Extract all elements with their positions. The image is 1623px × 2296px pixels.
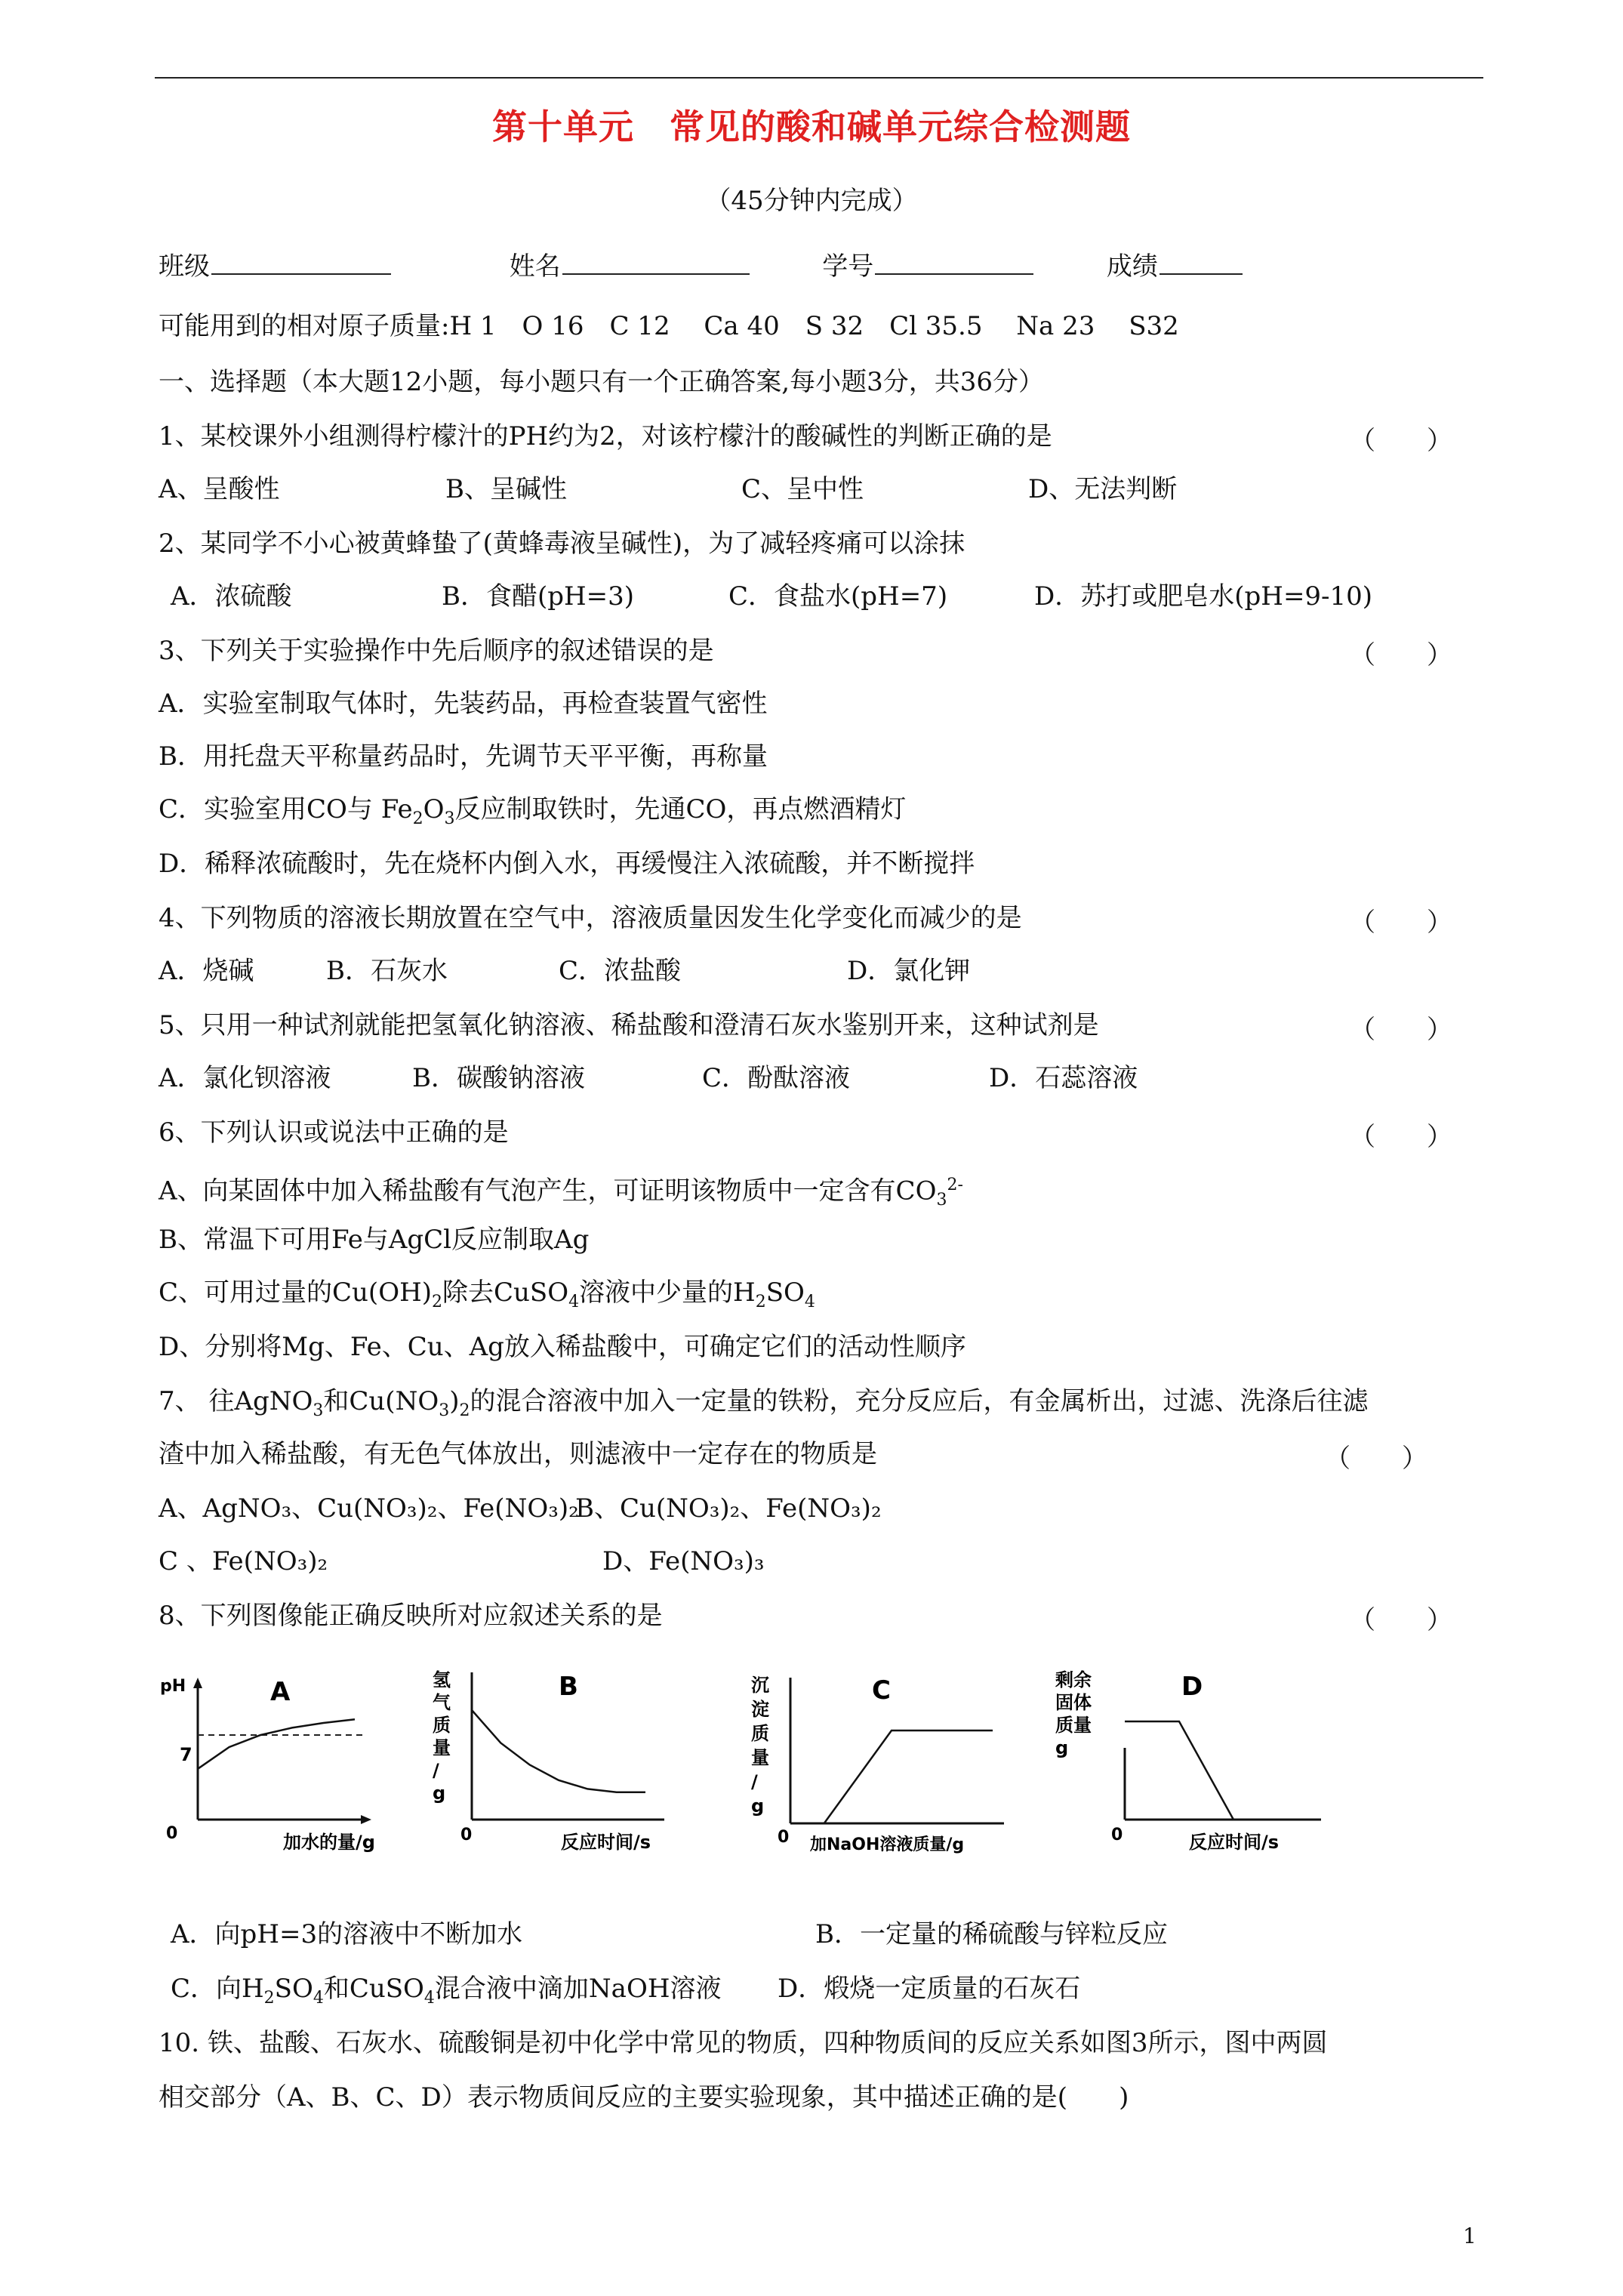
- answer-paren[interactable]: （ ）: [1325, 1444, 1427, 1474]
- section-heading: 一、选择题（本大题12小题，每小题只有一个正确答案,每小题3分，共36分）: [159, 367, 1044, 397]
- option-c[interactable]: C．向$H_2SO_4$和CuSO$_4$混合液中滴加NaOH溶液: [171, 1974, 722, 2008]
- page-number: 1: [1463, 2224, 1477, 2248]
- chart-c-origin: 0: [778, 1828, 790, 1847]
- option-d[interactable]: D．石蕊溶液: [989, 1063, 1138, 1093]
- option-c[interactable]: C．酚酞溶液: [702, 1063, 851, 1093]
- option-b[interactable]: B．用托盘天平称量药品时，先调节天平平衡，再称量: [159, 741, 768, 772]
- option-b[interactable]: B．石灰水: [326, 956, 448, 986]
- question-2-stem: 2、某同学不小心被黄蜂蛰了(黄蜂毒液呈碱性)，为了减轻疼痛可以涂抹: [159, 529, 965, 559]
- question-5-stem: 5、只用一种试剂就能把氢氧化钠溶液、稀盐酸和澄清石灰水鉴别开来，这种试剂是: [159, 1010, 1099, 1040]
- option-a[interactable]: A、向某固体中加入稀盐酸有气泡产生，可证明该物质中一定含有$CO_3^{2-}$: [159, 1176, 963, 1210]
- option-d[interactable]: D、Fe(NO₃)₃: [602, 1546, 765, 1576]
- answer-paren[interactable]: （ ）: [1350, 1015, 1452, 1045]
- option-d[interactable]: D、无法判断: [1028, 474, 1178, 504]
- chart-a-ylabel: pH: [160, 1677, 186, 1696]
- chart-a-origin: 0: [166, 1824, 178, 1843]
- atomic-masses: 可能用到的相对原子质量:H 1 O 16 C 12 Ca 40 S 32 Cl 35.5 Na 23 S32: [159, 311, 1179, 341]
- chart-d: [1049, 1665, 1329, 1857]
- page-title: 第十单元 常见的酸和碱单元综合检测题: [492, 106, 1131, 147]
- chart-b-xlabel: 反应时间/s: [561, 1832, 651, 1853]
- option-b[interactable]: B．碳酸钠溶液: [412, 1063, 585, 1093]
- option-a[interactable]: A、AgNO₃、Cu(NO₃)₂、Fe(NO₃)₂: [159, 1493, 579, 1524]
- option-d[interactable]: D．苏打或肥皂水(pH=9-10): [1034, 581, 1373, 612]
- question-4-stem: 4、下列物质的溶液长期放置在空气中，溶液质量因发生化学变化而减少的是: [159, 903, 1022, 933]
- score-label: 成绩: [1106, 251, 1158, 282]
- answer-paren[interactable]: （ ）: [1350, 1605, 1452, 1635]
- class-blank[interactable]: [211, 246, 391, 275]
- option-c[interactable]: C．实验室用CO与 $Fe_2O_3$反应制取铁时，先通CO，再点燃酒精灯: [159, 794, 907, 828]
- question-7-stem-line1: 7、 往AgNO$_3$和$Cu(NO_3)_2$的混合溶液中加入一定量的铁粉，充分反应后，有金属析出，过滤、洗涤后往滤: [159, 1386, 1369, 1420]
- option-a[interactable]: A．氯化钡溶液: [159, 1063, 331, 1093]
- option-c[interactable]: C、可用过量的$Cu(OH)_2$除去CuSO$_4$溶液中少量的$H_2SO_4$: [159, 1277, 815, 1311]
- answer-paren[interactable]: （ ）: [1350, 1122, 1452, 1152]
- chart-b-ylabel: 氢气质量/ g: [433, 1669, 451, 1804]
- chart-a-title: A: [270, 1677, 291, 1707]
- option-a[interactable]: A．烧碱: [159, 956, 254, 986]
- question-3-stem: 3、下列关于实验操作中先后顺序的叙述错误的是: [159, 636, 714, 666]
- chart-d-xlabel: 反应时间/s: [1189, 1832, 1280, 1853]
- question-6-stem: 6、下列认识或说法中正确的是: [159, 1117, 509, 1148]
- chart-d-origin: 0: [1111, 1826, 1123, 1845]
- option-b[interactable]: B．一定量的稀硫酸与锌粒反应: [815, 1919, 1168, 1949]
- chart-b-series-line: [472, 1710, 645, 1792]
- option-c[interactable]: C．食盐水(pH=7): [728, 581, 948, 612]
- chart-c-series-line: [790, 1730, 993, 1823]
- chart-a: [151, 1669, 377, 1857]
- option-d[interactable]: D．稀释浓硫酸时，先在烧杯内倒入水，再缓慢注入浓硫酸，并不断搅拌: [159, 849, 975, 879]
- number-label: 学号: [822, 251, 874, 282]
- question-7-stem-line2: 渣中加入稀盐酸，有无色气体放出，则滤液中一定存在的物质是: [159, 1439, 877, 1469]
- page-subtitle: （45分钟内完成）: [705, 186, 918, 216]
- chart-a-xlabel: 加水的量/g: [283, 1832, 375, 1853]
- option-d[interactable]: D．煅烧一定质量的石灰石: [778, 1974, 1081, 2004]
- question-10-stem-line1: 10. 铁、盐酸、石灰水、硫酸铜是初中化学中常见的物质，四种物质间的反应关系如图3所示，图中两圆: [159, 2028, 1328, 2058]
- number-blank[interactable]: [875, 246, 1033, 275]
- chart-b-title: B: [559, 1672, 578, 1702]
- score-blank[interactable]: [1160, 246, 1243, 275]
- name-blank[interactable]: [562, 246, 750, 275]
- option-a[interactable]: A、呈酸性: [159, 474, 280, 504]
- chart-c: [744, 1669, 1015, 1857]
- question-1-stem: 1、某校课外小组测得柠檬汁的PH约为2，对该柠檬汁的酸碱性的判断正确的是: [159, 421, 1052, 451]
- chart-d-series-line: [1125, 1721, 1233, 1820]
- option-c[interactable]: C．浓盐酸: [559, 956, 682, 986]
- answer-paren[interactable]: （ ）: [1350, 908, 1452, 938]
- option-b[interactable]: B、呈碱性: [445, 474, 567, 504]
- chart-a-y-tick: 7: [180, 1744, 192, 1765]
- student-info-row: [159, 246, 1243, 283]
- question-8-stem: 8、下列图像能正确反映所对应叙述关系的是: [159, 1601, 663, 1631]
- option-a[interactable]: A．实验室制取气体时，先装药品，再检查装置气密性: [159, 689, 768, 719]
- name-label: 姓名: [509, 251, 561, 282]
- option-d[interactable]: D．氯化钾: [847, 956, 971, 986]
- class-label: 班级: [159, 251, 210, 282]
- answer-paren[interactable]: （ ）: [1350, 640, 1452, 670]
- chart-b: [427, 1665, 676, 1857]
- option-b[interactable]: B．食醋(pH=3): [442, 581, 635, 612]
- chart-a-y-arrow: [193, 1678, 202, 1688]
- chart-c-xlabel: 加NaOH溶液质量/g: [810, 1835, 965, 1854]
- option-d[interactable]: D、分别将Mg、Fe、Cu、Ag放入稀盐酸中，可确定它们的活动性顺序: [159, 1332, 966, 1362]
- chart-a-x-arrow: [361, 1815, 371, 1824]
- option-a[interactable]: A．浓硫酸: [171, 581, 292, 612]
- chart-a-series-line: [198, 1719, 355, 1769]
- option-b[interactable]: B、常温下可用Fe与AgCl反应制取Ag: [159, 1225, 590, 1255]
- option-c[interactable]: C、呈中性: [741, 474, 864, 504]
- chart-c-ylabel: 沉淀质量/ g: [751, 1675, 769, 1817]
- question-10-stem-line2: 相交部分（A、B、C、D）表示物质间反应的主要实验现象，其中描述正确的是( ): [159, 2082, 1129, 2113]
- chart-b-origin: 0: [460, 1826, 473, 1845]
- option-c[interactable]: C 、Fe(NO₃)₂: [159, 1546, 328, 1576]
- chart-d-title: D: [1181, 1672, 1203, 1702]
- option-a[interactable]: A．向pH=3的溶液中不断加水: [171, 1919, 523, 1949]
- header-rule: [155, 77, 1483, 79]
- option-b[interactable]: B、Cu(NO₃)₂、Fe(NO₃)₂: [575, 1493, 882, 1524]
- answer-paren[interactable]: （ ）: [1350, 426, 1452, 456]
- chart-d-ylabel: 剩余固体质量 g: [1055, 1669, 1092, 1758]
- chart-c-title: C: [872, 1675, 891, 1706]
